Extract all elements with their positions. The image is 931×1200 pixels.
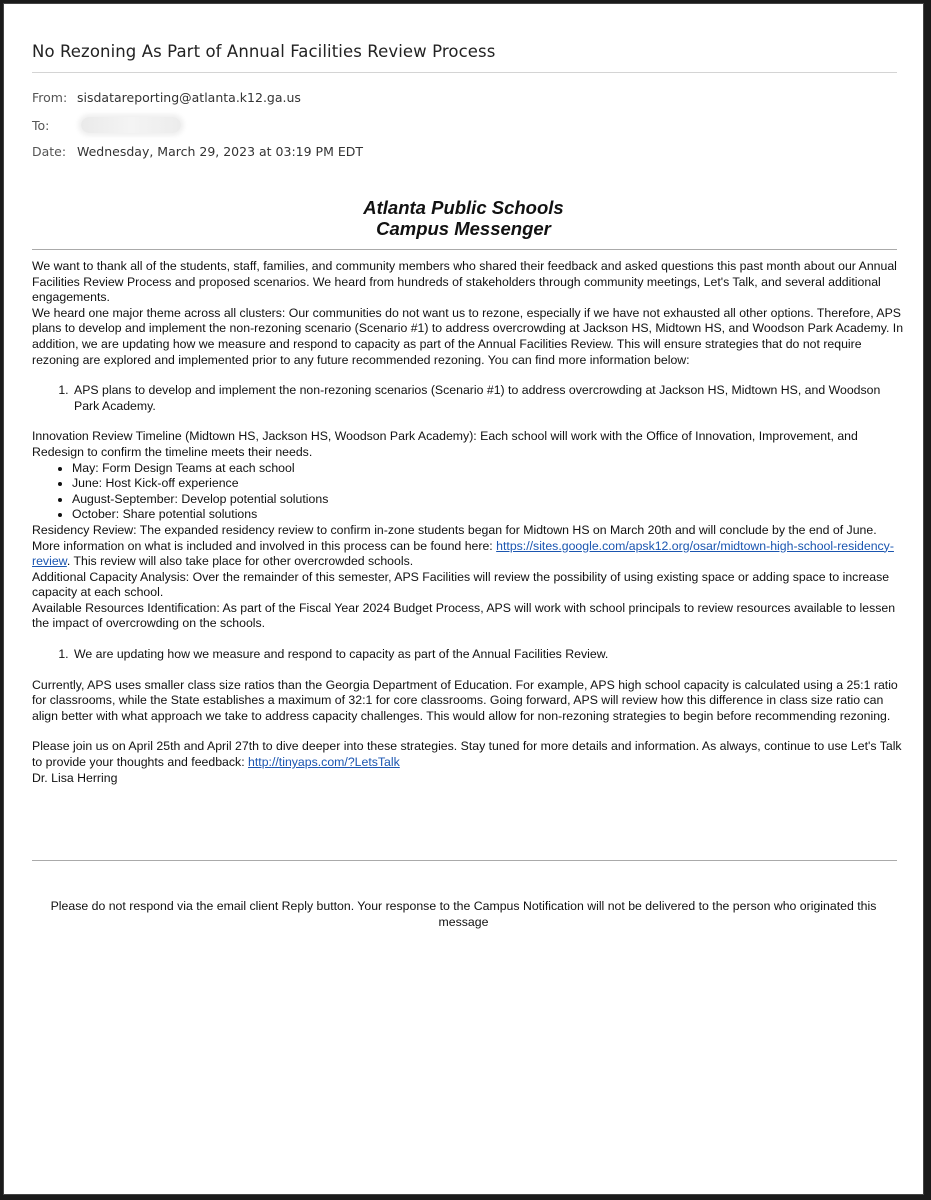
date-label: Date: bbox=[32, 144, 67, 159]
footer-divider bbox=[32, 860, 897, 861]
date-value: Wednesday, March 29, 2023 at 03:19 PM EDT bbox=[76, 144, 364, 159]
date-row bbox=[32, 144, 363, 159]
theme-paragraph: We heard one major theme across all clusters: Our communities do not want us to rezone, especially if we have not exhausted all other options. Therefore, APS plans to develop and implement the non-rezoning scenario (Scenario #1) to address overcrowding at Jackson HS, Midtown HS, and Woodson Park Academy. In addition, we are updating how we measure and respond to capacity as part of the Annual Facilities Review. This will ensure strategies that do not require rezoning are explored and implemented prior to any future recommended rezoning. You can find more information below: bbox=[32, 305, 904, 367]
point-1: 1. APS plans to develop and implement the non-rezoning scenarios (Scenario #1) to address overcrowding at Jackson HS, Midtown HS, and Woodson Park Academy. bbox=[72, 383, 907, 414]
from-address[interactable]: sisdatareporting@atlanta.k12.ga.us bbox=[76, 90, 301, 105]
brand-divider bbox=[32, 249, 897, 250]
capacity-paragraph: Additional Capacity Analysis: Over the remainder of this semester, APS Facilities will review the possibility of using existing space or adding space to increase capacity at each school. bbox=[32, 569, 890, 600]
residency-review-link[interactable]: https://sites.google.com/apsk12.org/osar/midtown-high-school-residency-review bbox=[32, 538, 894, 569]
intro-paragraph: We want to thank all of the students, staff, families, and community members who shared their feedback and asked questions this past month about our Annual Facilities Review Process and proposed scenarios. We heard from hundreds of stakeholders through community meetings, Let's Talk, and several additional engagements. bbox=[32, 259, 897, 305]
residency-paragraph bbox=[32, 523, 907, 570]
numbered-point-1 bbox=[32, 383, 907, 414]
residency-text-end: . This review will also take place for other overcrowded schools. bbox=[66, 554, 414, 569]
brand-header bbox=[4, 197, 923, 239]
brand-subtitle: Campus Messenger bbox=[376, 218, 551, 239]
signature: Dr. Lisa Herring bbox=[32, 770, 118, 785]
timeline-item: • May: Form Design Teams at each school bbox=[72, 461, 907, 477]
resources-paragraph: Available Resources Identification: As part of the Fiscal Year 2024 Budget Process, APS will work with school principals to review resources available to lessen the impact of overcrowding on the schools. bbox=[32, 600, 896, 631]
to-row bbox=[32, 117, 181, 133]
closing-paragraph bbox=[32, 739, 907, 770]
email-page bbox=[3, 3, 924, 1195]
to-label: To: bbox=[32, 118, 50, 133]
ratio-paragraph: Currently, APS uses smaller class size ratios than the Georgia Department of Education. For example, APS high school capacity is calculated using a 25:1 ratio for classrooms, while the State establishes a maximum of 32:1 for core classrooms. Going forward, APS will review how this difference in class size ratio can align better with what approach we take to address capacity challenges. This would allow for non-rezoning strategies to begin before recommending rezoning. bbox=[32, 677, 898, 723]
brand-title: Atlanta Public Schools bbox=[363, 197, 564, 218]
timeline-intro: Innovation Review Timeline (Midtown HS, Jackson HS, Woodson Park Academy): Each school will work with the Office of Innovation, Improvement, and Redesign to confirm the timeline meets their needs. bbox=[32, 429, 858, 459]
lets-talk-link[interactable]: http://tinyaps.com/?LetsTalk bbox=[248, 755, 400, 770]
timeline-list bbox=[32, 461, 907, 523]
numbered-point-2 bbox=[32, 647, 907, 663]
timeline-item: • October: Share potential solutions bbox=[72, 507, 907, 523]
message-body bbox=[32, 259, 907, 786]
redacted-recipient bbox=[81, 117, 181, 133]
footer-notice: Please do not respond via the email client Reply button. Your response to the Campus Notification will not be delivered to the person who originated this message bbox=[50, 899, 877, 929]
header-divider bbox=[32, 72, 897, 73]
from-row bbox=[32, 90, 301, 105]
timeline-item: • August-September: Develop potential solutions bbox=[72, 492, 907, 508]
residency-text: Residency Review: The expanded residency review to confirm in-zone students began for Midtown HS on March 20th and will conclude by the end of June. More information on what is included and involved in this process can be found here: bbox=[32, 522, 877, 553]
point-2: 1. We are updating how we measure and respond to capacity as part of the Annual Facilities Review. bbox=[72, 647, 907, 663]
email-subject: No Rezoning As Part of Annual Facilities Review Process bbox=[32, 42, 496, 61]
timeline-item: • June: Host Kick-off experience bbox=[72, 476, 907, 492]
closing-text: Please join us on April 25th and April 27th to dive deeper into these strategies. Stay tuned for more details and information. As always, continue to use Let's Talk to provide your thoughts and feedback: bbox=[32, 739, 902, 770]
from-label: From: bbox=[32, 90, 68, 105]
